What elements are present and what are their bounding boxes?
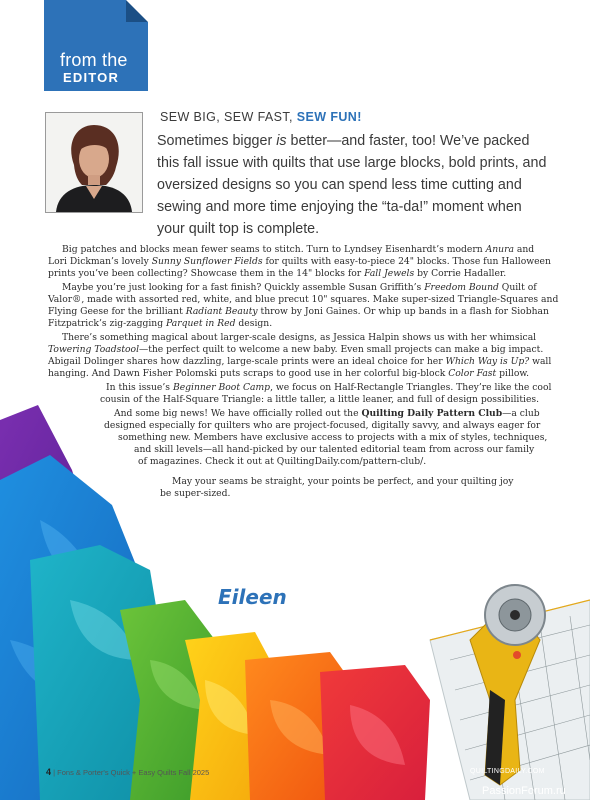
intro-line-text: Sometimes bigger is better—and faster, too! We’ve packed — [157, 133, 530, 149]
tab-line-2: EDITOR — [63, 70, 120, 85]
body-line: Towering Toadstool—the perfect quilt to welcome a new baby. Even small projects can make a big impact. — [48, 344, 544, 355]
body-line: In this issue’s Beginner Boot Camp, we focus on Half-Rectangle Triangles. They’re like the cool — [106, 382, 552, 393]
body-line: Maybe you’re just looking for a fast finish? Quickly assemble Susan Griffith’s Freedom Bound Quilt of — [62, 282, 537, 293]
watermark: PassionForum.ru — [482, 785, 566, 797]
body-line: And some big news! We have officially rolled out the Quilting Daily Pattern Club—a club — [114, 408, 540, 419]
headline-part-1: SEW BIG, SEW FAST, — [160, 110, 297, 124]
intro-line: this fall issue with quilts that use large blocks, bold prints, and — [157, 155, 547, 171]
body-line: Lori Dickman’s lovely Sunny Sunflower Fields for quilts with easy-to-piece 24" blocks. Those fun Halloween — [48, 256, 551, 267]
pattern-club-name: Quilting Daily Pattern Club — [361, 408, 503, 419]
body-line: cousin of the Half-Square Triangle: a little taller, a little leaner, and full of design possibilities. — [100, 394, 540, 405]
intro-line: your quilt top is complete. — [157, 221, 320, 237]
headline-part-2: SEW FUN! — [296, 110, 362, 124]
tab-line-1: from the — [60, 50, 128, 70]
body-line: something new. Members have exclusive access to projects with a mix of styles, techniques, — [118, 432, 548, 443]
intro-line: sewing and more time enjoying the “ta-da!” moment when — [157, 199, 522, 215]
page-number: 4 — [46, 767, 52, 777]
body-line: Flying Geese for the brilliant Radiant Beauty throw by Joni Gaines. Or whip up bands in a flash for Siobhan — [48, 306, 549, 317]
body-line: Big patches and blocks mean fewer seams to stitch. Turn to Lyndsey Eisenhardt’s modern Anura and — [62, 244, 535, 255]
tab-fold — [126, 0, 148, 22]
editor-photo — [45, 112, 143, 213]
body-line: Valor®, made with assorted red, white, and blue precut 10" squares. Make super-sized Triangle-Squares and — [48, 294, 559, 305]
intro-line — [157, 130, 557, 152]
intro-paragraph — [157, 130, 557, 240]
publication-info: | Fons & Porter's Quick + Easy Quilts Fall 2025 — [53, 768, 210, 777]
from-the-editor-tab — [44, 0, 148, 91]
intro-line: oversized designs so you can spend less time cutting and — [157, 177, 522, 193]
body-line: May your seams be straight, your points be perfect, and your quilting joy — [172, 476, 514, 487]
body-line: be super-sized. — [160, 488, 231, 499]
editor-signature: Eileen — [218, 585, 287, 609]
body-line: and skill levels—all hand-picked by our talented editorial team from across our family — [134, 444, 535, 455]
body-line: Fitzpatrick’s zig-zagging Parquet in Red design. — [48, 318, 273, 329]
pattern-club-url-line: of magazines. Check it out at QuiltingDaily.com/pattern-club/. — [138, 456, 427, 467]
body-line: Abigail Dolinger shares how dazzling, large-scale prints were an ideal choice for her Which Way is Up? wall — [48, 356, 552, 367]
fabric-red — [320, 665, 430, 800]
page-footer — [46, 767, 209, 777]
body-line: designed especially for quilters who are project-focused, digitally savvy, and always eager for — [104, 420, 541, 431]
body-line: hanging. And Dawn Fisher Polomski puts scraps to good use in her colorful big-block Color Fast pillow. — [48, 368, 530, 379]
headline — [160, 110, 362, 124]
editor-portrait — [46, 113, 142, 212]
body-line: There’s something magical about larger-scale designs, as Jessica Halpin shows us with her whimsical — [62, 332, 537, 343]
site-url: QUILTINGDAILY.COM — [470, 768, 545, 775]
body-line: prints you’ve been collecting? Showcase them in the 14" blocks for Fall Jewels by Corrie Hadaller. — [48, 268, 507, 279]
